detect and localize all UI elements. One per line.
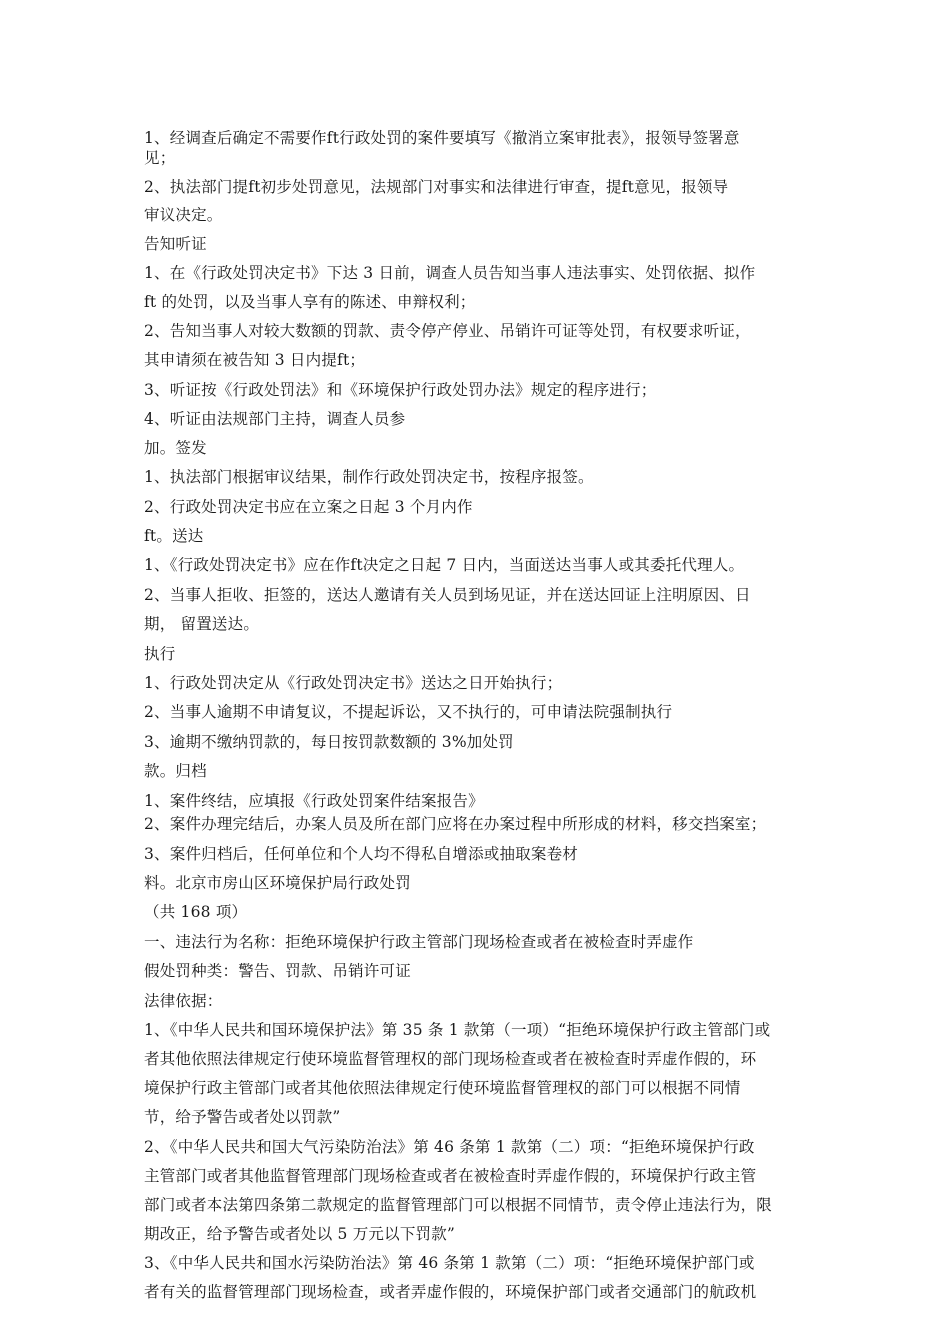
text-line: 1、《行政处罚决定书》应在作ft决定之日起 7 日内，当面送达当事人或其委托代理人。 <box>144 556 745 574</box>
text-line: 2、案件办理完结后，办案人员及所在部门应将在办案过程中所形成的材料，移交挡案室； <box>144 815 767 833</box>
text-line: 见； <box>144 149 176 167</box>
text-line: 一、违法行为名称：拒绝环境保护行政主管部门现场检查或者在被检查时弄虚作 <box>144 933 694 951</box>
section-heading: 执行 <box>144 645 176 663</box>
text-line: 期， 留置送达。 <box>144 615 260 633</box>
text-line: 3、案件归档后，任何单位和个人均不得私自增添或抽取案卷材 <box>144 845 578 863</box>
text-line: 2、执法部门提ft初步处罚意见，法规部门对事实和法律进行审查，提ft意见，报领导 <box>144 178 729 196</box>
text-line: 1、《中华人民共和国环境保护法》第 35 条 1 款第（一项）“拒绝环境保护行政主管部门或 <box>144 1021 771 1039</box>
text-line: 1、在《行政处罚决定书》下达 3 日前，调查人员告知当事人违法事实、处罚依据、拟作 <box>144 264 756 282</box>
text-line: （共 168 项） <box>144 903 248 921</box>
text-line: 者其他依照法律规定行使环境监督管理权的部门现场检查或者在被检查时弄虚作假的，环 <box>144 1050 757 1068</box>
text-line: 2、《中华人民共和国大气污染防治法》第 46 条第 1 款第（二）项：“拒绝环境保护行政 <box>144 1138 755 1156</box>
text-line: 期改正，给予警告或者处以 5 万元以下罚款” <box>144 1225 456 1243</box>
text-line: 3、《中华人民共和国水污染防治法》第 46 条第 1 款第（二）项：“拒绝环境保护部门或 <box>144 1254 755 1272</box>
section-heading: 告知听证 <box>144 235 207 253</box>
text-line: 1、经调查后确定不需要作ft行政处罚的案件要填写《撤消立案审批表》，报领导签署意 <box>144 129 740 147</box>
text-line: 1、执法部门根据审议结果，制作行政处罚决定书，按程序报签。 <box>144 468 594 486</box>
text-line: 法律依据： <box>144 992 223 1010</box>
text-line: 审议决定。 <box>144 206 223 224</box>
text-line: 1、行政处罚决定从《行政处罚决定书》送达之日开始执行； <box>144 674 563 692</box>
text-line: 假处罚种类：警告、罚款、吊销许可证 <box>144 962 411 980</box>
text-line: 3、逾期不缴纳罚款的，每日按罚款数额的 3%加处罚 <box>144 733 514 751</box>
text-line: 3、听证按《行政处罚法》和《环境保护行政处罚办法》规定的程序进行； <box>144 381 657 399</box>
text-line: ft 的处罚，以及当事人享有的陈述、申辩权利； <box>144 293 476 311</box>
text-line: 其申请须在被告知 3 日内提ft； <box>144 351 366 369</box>
text-line: 主管部门或者其他监督管理部门现场检查或者在被检查时弄虚作假的，环境保护行政主管 <box>144 1167 757 1185</box>
text-line: 1、案件终结，应填报《行政处罚案件结案报告》 <box>144 792 484 810</box>
text-line: 者有关的监督管理部门现场检查，或者弄虚作假的，环境保护部门或者交通部门的航政机 <box>144 1283 757 1301</box>
text-line: 节，给予警告或者处以罚款” <box>144 1108 341 1126</box>
text-line: 加。签发 <box>144 439 207 457</box>
text-line: 境保护行政主管部门或者其他依照法律规定行使环境监督管理权的部门可以根据不同情 <box>144 1079 741 1097</box>
text-line: 2、告知当事人对较大数额的罚款、责令停产停业、吊销许可证等处罚，有权要求听证， <box>144 322 751 340</box>
text-line: ft。送达 <box>144 527 204 545</box>
text-line: 4、听证由法规部门主持，调查人员参 <box>144 410 406 428</box>
text-line: 部门或者本法第四条第二款规定的监督管理部门可以根据不同情节，责令停止违法行为，限 <box>144 1196 773 1214</box>
text-line: 款。归档 <box>144 762 207 780</box>
text-line: 2、当事人逾期不申请复议，不提起诉讼，又不执行的，可申请法院强制执行 <box>144 703 673 721</box>
text-line: 2、当事人拒收、拒签的，送达人邀请有关人员到场见证，并在送达回证上注明原因、日 <box>144 586 751 604</box>
text-line: 料。北京市房山区环境保护局行政处罚 <box>144 874 411 892</box>
text-line: 2、行政处罚决定书应在立案之日起 3 个月内作 <box>144 498 473 516</box>
